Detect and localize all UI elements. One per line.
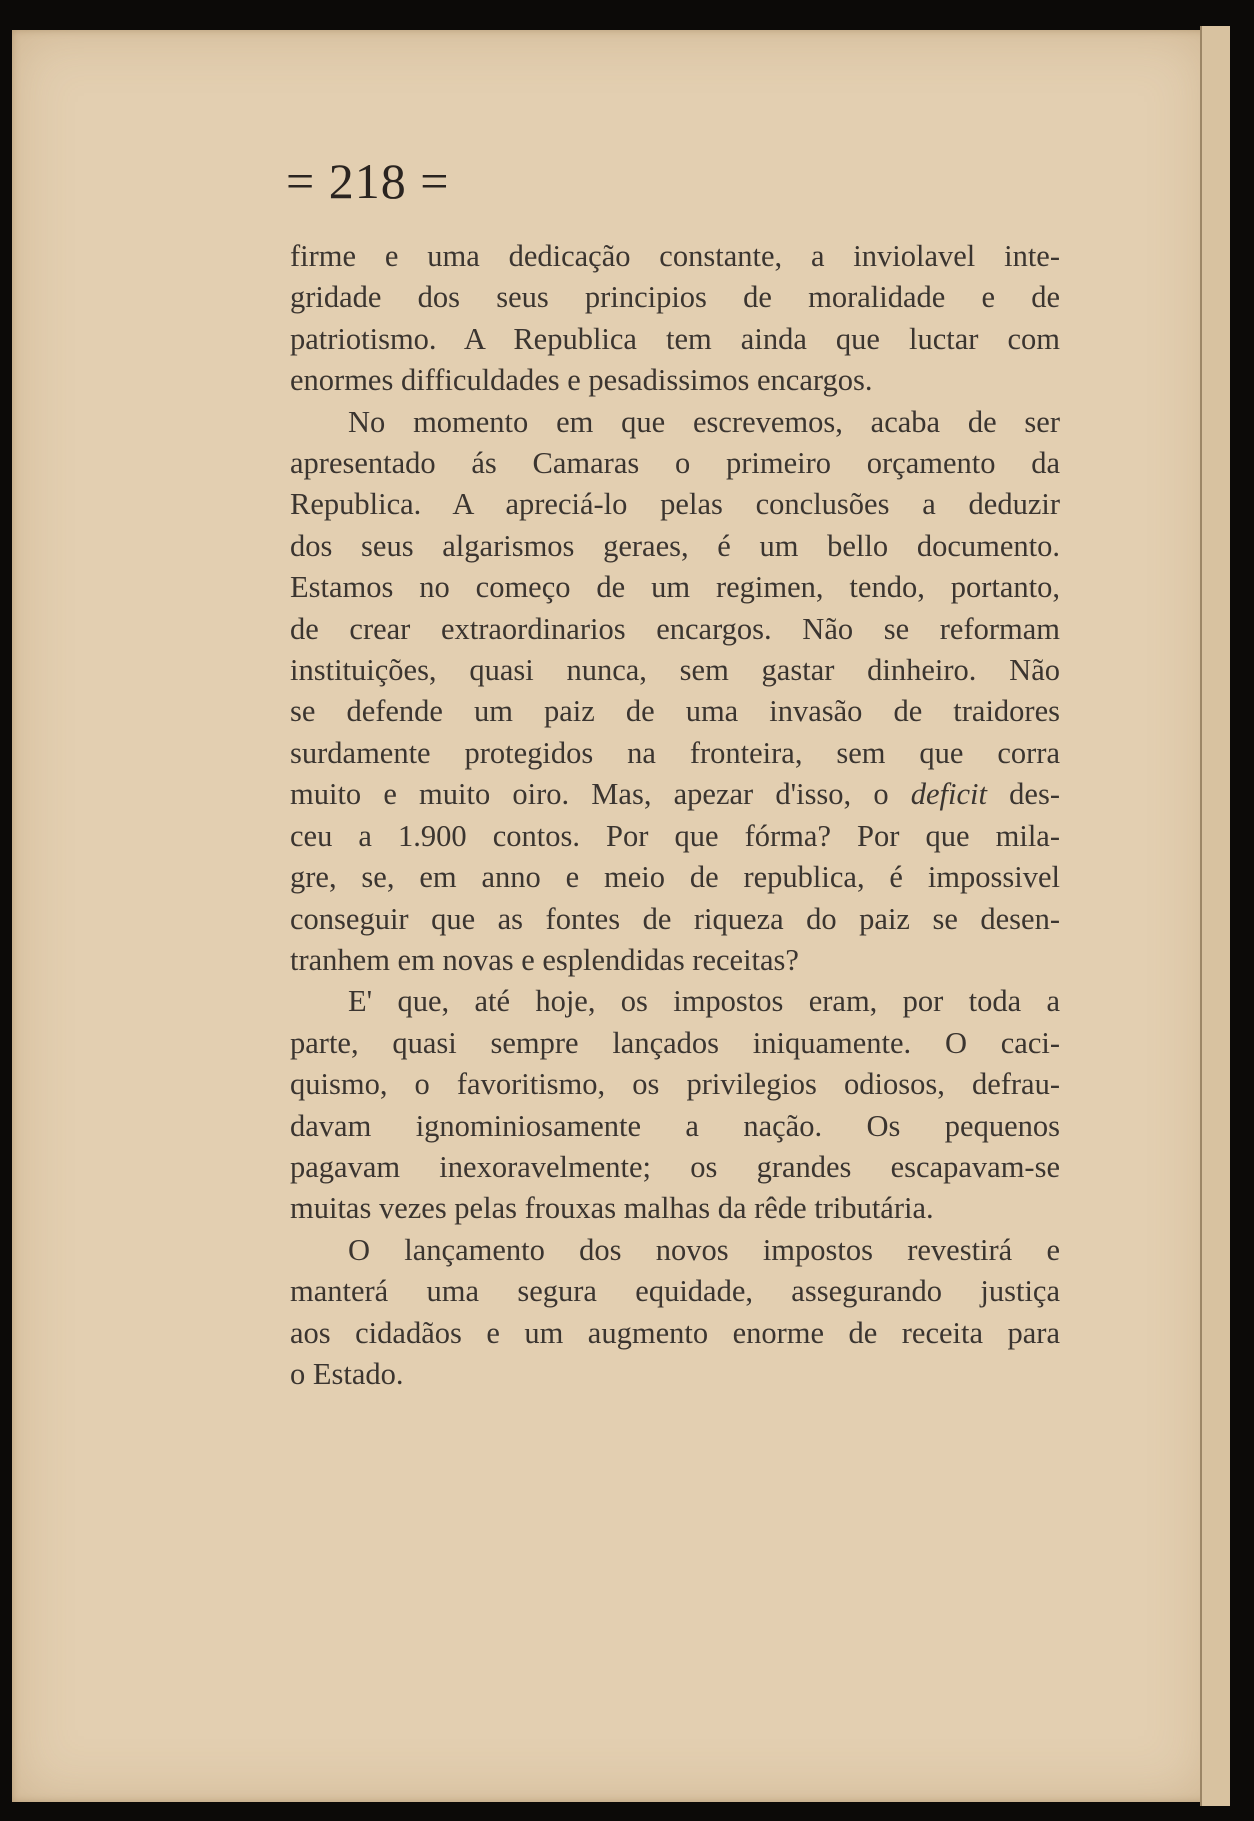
text-line: pagavam inexoravelmente; os grandes escapavam-se [290,1149,1060,1184]
text-line: aos cidadãos e um augmento enorme de receita para [290,1315,1060,1350]
text-line: Estamos no começo de um regimen, tendo, portanto, [290,570,1060,605]
text-line: No momento em que escrevemos, acaba de ser [348,404,1060,439]
text-line: parte, quasi sempre lançados iniquamente. O caci- [290,1025,1060,1060]
text-line: muitas vezes pelas frouxas malhas da rêde tributária. [290,1191,934,1226]
text-line: Republica. A apreciá-lo pelas conclusões a deduzir [290,487,1060,522]
italic-word: deficit [910,777,987,812]
page-number: = 218 = [286,153,450,209]
page-edge [1200,26,1230,1806]
text-line: o Estado. [290,1356,404,1391]
text-line: instituições, quasi nunca, sem gastar dinheiro. Não [290,653,1060,688]
body-text [290,236,1060,1395]
text-line: dos seus algarismos geraes, é um bello documento. [290,528,1060,563]
text-line: surdamente protegidos na fronteira, sem que corra [290,735,1060,770]
text-fragment: des- [987,777,1060,812]
text-line: de crear extraordinarios encargos. Não se reformam [290,611,1060,646]
text-line: se defende um paiz de uma invasão de traidores [290,694,1060,729]
text-line: ceu a 1.900 contos. Por que fórma? Por que mila- [290,818,1060,853]
text-line: firme e uma dedicação constante, a inviolavel inte- [290,239,1060,273]
text-line-with-italic [290,774,1060,815]
text-line: E' que, até hoje, os impostos eram, por toda a [348,984,1060,1019]
text-line: gridade dos seus principios de moralidade e de [290,280,1060,315]
text-line: gre, se, em anno e meio de republica, é impossivel [290,860,1060,895]
text-fragment: muito e muito oiro. Mas, apezar d'isso, o [290,777,889,812]
text-line: patriotismo. A Republica tem ainda que luctar com [290,321,1060,356]
text-line: tranhem em novas e esplendidas receitas? [290,942,799,977]
text-line: enormes difficuldades e pesadissimos encargos. [290,363,873,398]
text-line: quismo, o favoritismo, os privilegios odiosos, defrau- [290,1067,1060,1102]
text-line: O lançamento dos novos impostos revestirá e [348,1232,1060,1267]
text-line: conseguir que as fontes de riqueza do paiz se desen- [290,901,1060,936]
text-line: davam ignominiosamente a nação. Os pequenos [290,1108,1060,1143]
text-line: manterá uma segura equidade, assegurando justiça [290,1274,1060,1309]
text-line: apresentado ás Camaras o primeiro orçamento da [290,446,1060,481]
